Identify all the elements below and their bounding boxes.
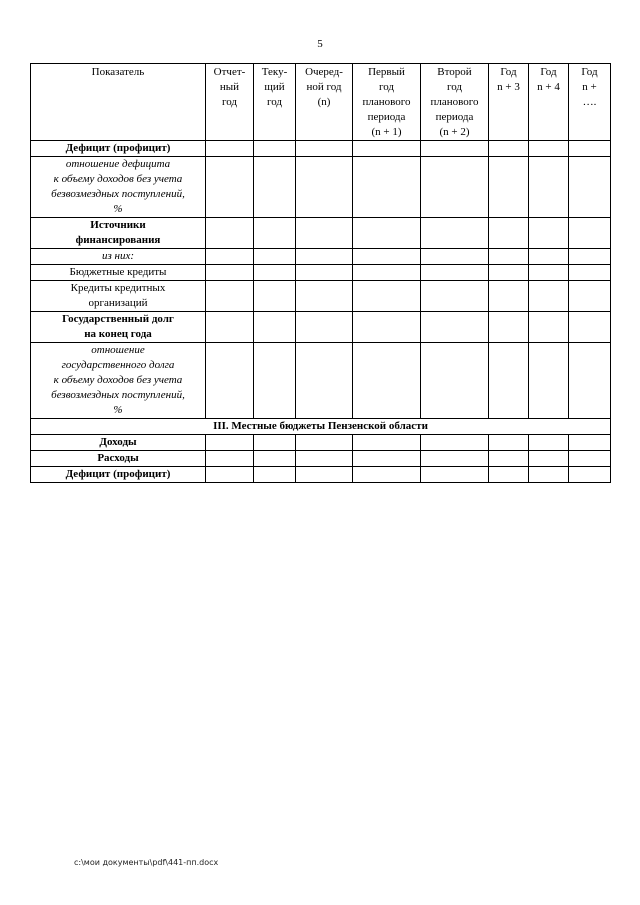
column-header-year-n-more: Год n + …. (569, 64, 611, 141)
row-label: Государственный долг на конец года (31, 312, 206, 343)
table-row (31, 141, 611, 157)
file-path-footer: c:\мои документы\pdf\441-пп.docx (74, 858, 219, 867)
row-label: Расходы (31, 451, 206, 467)
row-label: Источники финансирования (31, 218, 206, 249)
table-row (31, 451, 611, 467)
table-header-row (31, 64, 611, 141)
column-header-indicator: Показатель (31, 64, 206, 141)
table-row (31, 343, 611, 419)
row-label: Дефицит (профицит) (31, 141, 206, 157)
row-label: отношение государственного долга к объему доходов без учета безвозмездных поступлений, % (31, 343, 206, 419)
row-label: Дефицит (профицит) (31, 467, 206, 483)
table-row (31, 265, 611, 281)
column-header-year-n3: Год n + 3 (489, 64, 529, 141)
row-label: Бюджетные кредиты (31, 265, 206, 281)
row-label: из них: (31, 249, 206, 265)
column-header-next-year: Очеред- ной год (n) (296, 64, 353, 141)
column-header-first-planning-year: Первый год планового периода (n + 1) (353, 64, 421, 141)
table-row (31, 435, 611, 451)
column-header-current-year: Теку- щий год (254, 64, 296, 141)
table-row (31, 249, 611, 265)
table-row (31, 467, 611, 483)
row-label: отношение дефицита к объему доходов без учета безвозмездных поступлений, % (31, 157, 206, 218)
row-label: Доходы (31, 435, 206, 451)
row-label: Кредиты кредитных организаций (31, 281, 206, 312)
column-header-reporting-year: Отчет- ный год (206, 64, 254, 141)
page-number: 5 (317, 38, 323, 50)
table-row (31, 312, 611, 343)
section-title: III. Местные бюджеты Пензенской области (31, 419, 611, 435)
section-title-row (31, 419, 611, 435)
table-row (31, 157, 611, 218)
column-header-second-planning-year: Второй год планового периода (n + 2) (421, 64, 489, 141)
table-row (31, 281, 611, 312)
column-header-year-n4: Год n + 4 (529, 64, 569, 141)
indicators-table (30, 63, 611, 483)
table-row (31, 218, 611, 249)
